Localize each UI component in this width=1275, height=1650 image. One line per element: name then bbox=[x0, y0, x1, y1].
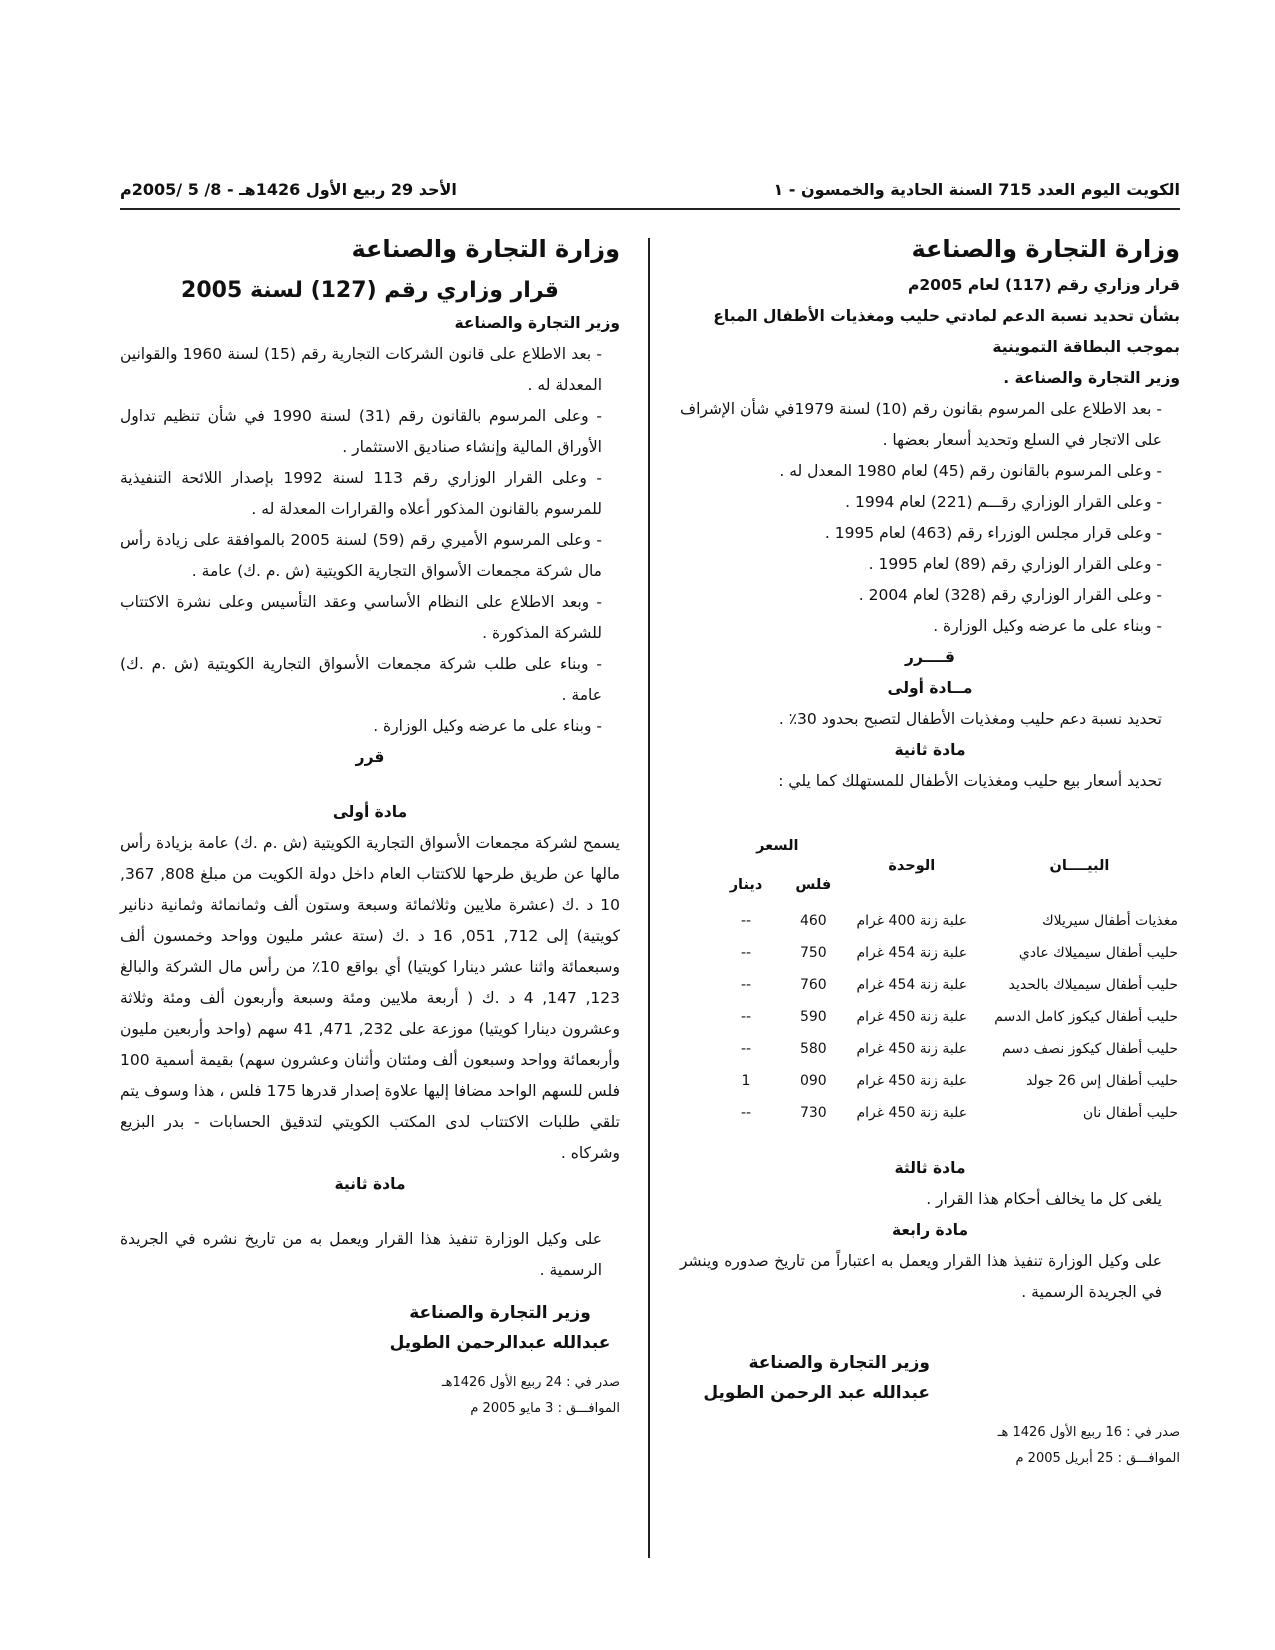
preamble-item: - وبناء على طلب شركة مجمعات الأسواق التجارية الكويتية (ش .م .ك) عامة . bbox=[120, 655, 602, 704]
decided-heading: قــــرر bbox=[905, 648, 955, 666]
cell-unit: علبة زنة 400 غرام bbox=[856, 912, 968, 929]
header-date: الأحد 29 ربيع الأول 1426هـ - 8/ 5 /2005م bbox=[120, 180, 457, 199]
preamble-item: - وبناء على ما عرضه وكيل الوزارة . bbox=[933, 617, 1162, 635]
cell-fils: 090 bbox=[799, 1072, 827, 1089]
corresponding-date: الموافـــق : 3 مايو 2005 م bbox=[470, 1401, 620, 1416]
table-row bbox=[710, 1097, 1180, 1129]
article-title: مادة ثانية bbox=[334, 1175, 406, 1193]
spacer bbox=[120, 1286, 620, 1298]
cell-unit: علبة زنة 450 غرام bbox=[856, 1008, 968, 1025]
column-header-price: السعر bbox=[756, 838, 799, 854]
cell-dinar: -- bbox=[740, 944, 752, 961]
article-text: يسمح لشركة مجمعات الأسواق التجارية الكويتية (ش .م .ك) عامة بزيادة رأس مالها عن طريق طرحها للاكتتاب العام داخل دولة الكويت من مبلغ 808, 367, 10 د .ك (عشرة ملايين وثلاثمائة وسبعة وستون ألف وثمانمائة وثمانية دنانير كويتية) إلى 712, 051, 16 د .ك (ستة عشر مليون وواحد وخمسون ألف وسبعمائة واثنا عشر دينارا كويتيا) أي بواقع 10٪ من رأس مال الشركة والبالغ 123, 147, 4 د .ك ( أربعة ملايين ومئة وسبعة وأربعون ألف ومئة وثلاثة وعشرون دينارا كويتيا) موزعة على 232, 471, 41 سهم (واحد وأربعين مليون وأربعمائة وواحد وسبعون ألف ومئتان وأثنان وعشرون سهم) بقيمة أسمية 100 فلس للسهم الواحد مضافا إليها علاوة إصدار قدرها 175 فلس ، هذا وسوف يتم تلقي طلبات الاكتتاب لدى المكتب الكويتي لتدقيق الحسابات - بدر البزيع وشركاه . bbox=[120, 834, 621, 1162]
issue-date: صدر في : 24 ربيع الأول 1426هـ bbox=[441, 1375, 620, 1390]
left-column bbox=[120, 232, 620, 1422]
spacer bbox=[120, 1358, 620, 1370]
cell-fils: 760 bbox=[799, 976, 827, 993]
column-header-dinar: دينار bbox=[729, 877, 763, 893]
cell-dinar: -- bbox=[740, 976, 752, 993]
column-header-fils: فلس bbox=[795, 877, 832, 893]
preamble-item: - وبعد الاطلاع على النظام الأساسي وعقد التأسيس وعلى نشرة الاكتتاب للشركة المذكورة . bbox=[120, 593, 602, 642]
table-row bbox=[710, 937, 1180, 969]
cell-item: حليب أطفال كيكوز نصف دسم bbox=[1001, 1040, 1178, 1057]
right-column bbox=[680, 232, 1180, 1472]
signature-title: وزير التجارة والصناعة bbox=[409, 1303, 591, 1323]
spacer bbox=[120, 773, 620, 797]
cell-item: حليب أطفال سيميلاك عادي bbox=[1018, 944, 1178, 961]
table-row bbox=[710, 1001, 1180, 1033]
cell-dinar: -- bbox=[740, 1040, 752, 1057]
preamble-item: - وعلى القرار الوزاري رقم 113 لسنة 1992 بإصدار اللائحة التنفيذية للمرسوم بالقانون المذكور أعلاه والقرارات المعدلة له . bbox=[120, 469, 602, 518]
article-title: مادة رابعة bbox=[891, 1221, 969, 1239]
cell-dinar: -- bbox=[740, 1104, 752, 1121]
decision-title: قرار وزاري رقم (127) لسنة 2005 bbox=[181, 278, 559, 303]
page-header bbox=[120, 178, 1180, 210]
cell-item: مغذيات أطفال سيريلاك bbox=[1042, 912, 1178, 929]
table-row bbox=[710, 1065, 1180, 1097]
article-title: مادة ثالثة bbox=[894, 1159, 966, 1177]
column-divider bbox=[648, 238, 650, 1558]
article-text: تحديد أسعار بيع حليب ومغذيات الأطفال للمستهلك كما يلي : bbox=[778, 772, 1162, 790]
minister-line: وزير التجارة والصناعة bbox=[454, 314, 620, 332]
table-row bbox=[710, 969, 1180, 1001]
article-title: مادة أولى bbox=[332, 803, 408, 821]
preamble-item: - وعلى المرسوم الأميري رقم (59) لسنة 2005 بالموافقة على زيادة رأس مال شركة مجمعات الأسواق التجارية الكويتية (ش .م .ك) عامة . bbox=[120, 531, 602, 580]
preamble-item: - وعلى القرار الوزاري رقم (328) لعام 2004 . bbox=[858, 586, 1162, 604]
minister-line: وزير التجارة والصناعة . bbox=[1003, 369, 1180, 387]
article-title: مادة ثانية bbox=[894, 741, 966, 759]
cell-unit: علبة زنة 454 غرام bbox=[856, 976, 968, 993]
cell-item: حليب أطفال كيكوز كامل الدسم bbox=[994, 1008, 1178, 1025]
signature-block bbox=[120, 1298, 620, 1358]
preamble-item: - وبناء على ما عرضه وكيل الوزارة . bbox=[373, 717, 602, 735]
preamble-item: - وعلى المرسوم بالقانون رقم (45) لعام 1980 المعدل له . bbox=[779, 462, 1162, 480]
cell-fils: 580 bbox=[799, 1040, 827, 1057]
cell-unit: علبة زنة 450 غرام bbox=[856, 1072, 968, 1089]
decision-subject: بشأن تحديد نسبة الدعم لمادتي حليب ومغذيات الأطفال المباع بموجب البطاقة التموينية bbox=[713, 307, 1180, 356]
spacer bbox=[680, 1308, 1180, 1348]
table-row bbox=[710, 905, 1180, 937]
cell-dinar: -- bbox=[740, 912, 752, 929]
table-row bbox=[710, 1033, 1180, 1065]
cell-unit: علبة زنة 450 غرام bbox=[856, 1104, 968, 1121]
cell-unit: علبة زنة 454 غرام bbox=[856, 944, 968, 961]
table-header-row bbox=[710, 827, 1180, 866]
cell-fils: 730 bbox=[799, 1104, 827, 1121]
article-text: على وكيل الوزارة تنفيذ هذا القرار ويعمل به اعتباراً من تاريخ صدوره وينشر في الجريدة الرسمية . bbox=[680, 1252, 1162, 1301]
column-header-item: البيــــان bbox=[1049, 857, 1110, 874]
cell-item: حليب أطفال سيميلاك بالحديد bbox=[1008, 976, 1178, 993]
cell-item: حليب أطفال إس 26 جولد bbox=[1026, 1072, 1178, 1089]
price-table bbox=[710, 827, 1180, 1129]
issue-date: صدر في : 16 ربيع الأول 1426 هـ bbox=[997, 1425, 1180, 1440]
ministry-heading: وزارة التجارة والصناعة bbox=[351, 235, 620, 263]
corresponding-date: الموافـــق : 25 أبريل 2005 م bbox=[1015, 1451, 1180, 1466]
preamble-item: - وعلى المرسوم بالقانون رقم (31) لسنة 1990 في شأن تنظيم تداول الأوراق المالية وإنشاء صناديق الاستثمار . bbox=[120, 407, 602, 456]
cell-fils: 460 bbox=[799, 912, 827, 929]
signature-block bbox=[680, 1348, 1180, 1408]
header-issue-info: الكويت اليوم العدد 715 السنة الحادية والخمسون - ١ bbox=[773, 180, 1180, 199]
signature-name: عبدالله عبد الرحمن الطويل bbox=[703, 1383, 930, 1403]
cell-dinar: -- bbox=[740, 1008, 752, 1025]
preamble-item: - وعلى القرار الوزاري رقـــم (221) لعام 1994 . bbox=[845, 493, 1162, 511]
article-text: تحديد نسبة دعم حليب ومغذيات الأطفال لتصبح بحدود 30٪ . bbox=[778, 710, 1162, 728]
cell-fils: 750 bbox=[799, 944, 827, 961]
ministry-heading: وزارة التجارة والصناعة bbox=[911, 235, 1180, 263]
preamble-item: - بعد الاطلاع على المرسوم بقانون رقم (10) لسنة 1979في شأن الإشراف على الاتجار في السلع وتحديد أسعار بعضها . bbox=[680, 400, 1162, 449]
decided-heading: قرر bbox=[355, 748, 385, 766]
article-title: مــادة أولى bbox=[887, 679, 973, 697]
cell-unit: علبة زنة 450 غرام bbox=[856, 1040, 968, 1057]
signature-name: عبدالله عبدالرحمن الطويل bbox=[389, 1333, 611, 1353]
column-header-unit: الوحدة bbox=[888, 857, 936, 874]
cell-item: حليب أطفال نان bbox=[1082, 1104, 1178, 1121]
decision-title: قرار وزاري رقم (117) لعام 2005م bbox=[907, 276, 1180, 294]
preamble-item: - بعد الاطلاع على قانون الشركات التجارية رقم (15) لسنة 1960 والقوانين المعدلة له . bbox=[120, 345, 602, 394]
spacer bbox=[680, 1408, 1180, 1420]
article-text: يلغى كل ما يخالف أحكام هذا القرار . bbox=[926, 1190, 1162, 1208]
preamble-item: - وعلى قرار مجلس الوزراء رقم (463) لعام 1995 . bbox=[824, 524, 1162, 542]
signature-title: وزير التجارة والصناعة bbox=[748, 1353, 930, 1373]
spacer bbox=[680, 1129, 1180, 1153]
cell-dinar: 1 bbox=[741, 1072, 751, 1089]
article-text: على وكيل الوزارة تنفيذ هذا القرار ويعمل به من تاريخ نشره في الجريدة الرسمية . bbox=[120, 1230, 602, 1279]
preamble-item: - وعلى القرار الوزاري رقم (89) لعام 1995 . bbox=[868, 555, 1162, 573]
cell-fils: 590 bbox=[799, 1008, 827, 1025]
spacer bbox=[120, 1200, 620, 1224]
